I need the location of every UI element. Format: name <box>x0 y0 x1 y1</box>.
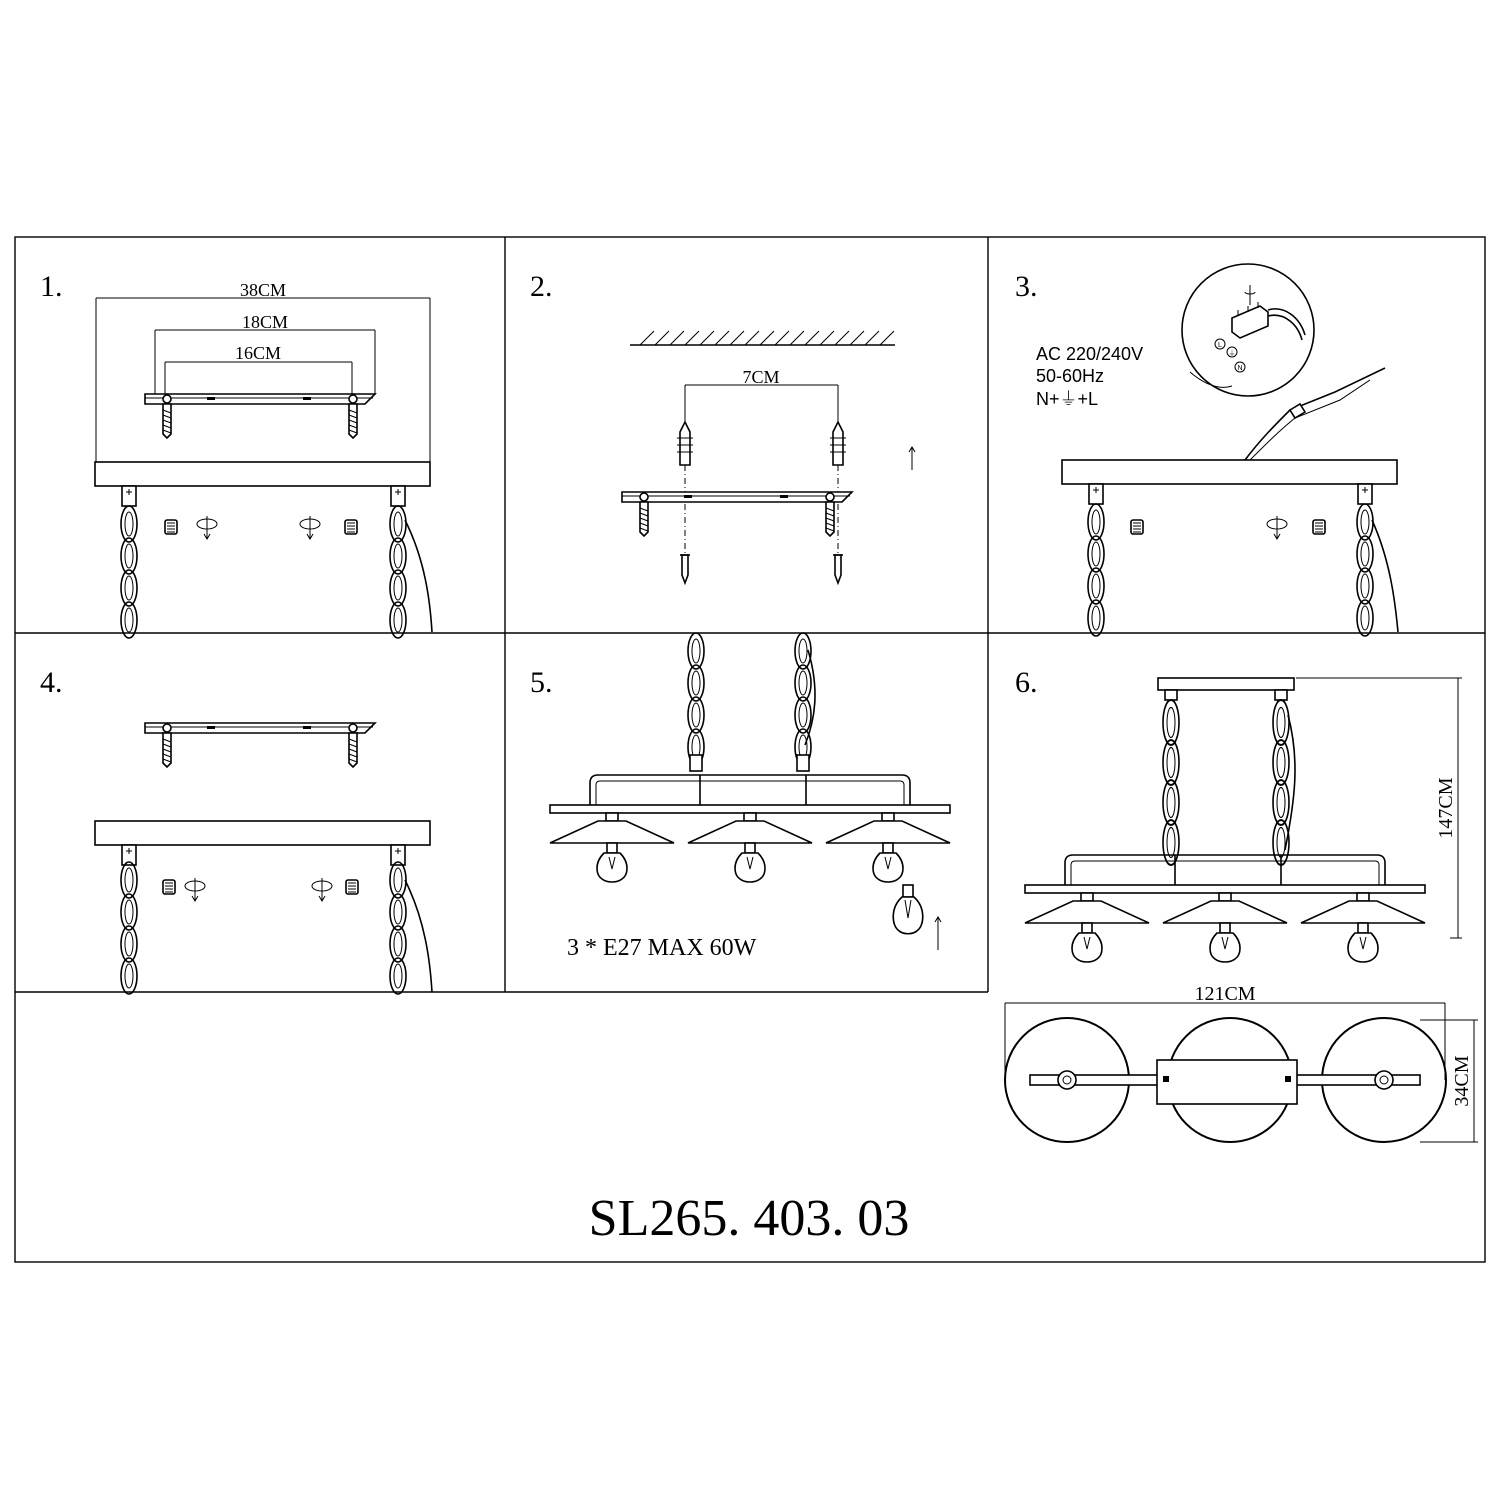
terminal-e-label: ⏚ <box>1228 350 1236 357</box>
terminal-l-label: L <box>1218 342 1222 349</box>
mounting-bracket <box>145 723 375 767</box>
step-3-number: 3. <box>1015 270 1038 303</box>
dim-121cm-label: 121CM <box>1194 983 1256 1005</box>
mounting-bracket <box>145 394 375 438</box>
ceiling-canopy <box>95 462 430 506</box>
rotate-arrow-icon <box>312 878 332 901</box>
step-5-panel <box>550 633 950 961</box>
chandelier-fixture <box>550 775 950 882</box>
step-6-panel <box>1005 678 1478 1142</box>
panel-grid <box>15 237 1485 1262</box>
cap-nut-icon <box>165 520 177 534</box>
dim-34cm-label: 34CM <box>1451 1055 1473 1107</box>
dim-7cm-label: 7CM <box>742 367 780 387</box>
cap-nut-icon <box>1131 520 1143 534</box>
cap-nut-icon <box>1313 520 1325 534</box>
step-4-number: 4. <box>40 666 63 699</box>
step-1-number: 1. <box>40 270 63 303</box>
terminal-n-label: N <box>1237 365 1243 372</box>
cap-nut-icon <box>346 880 358 894</box>
model-number: SL265. 403. 03 <box>588 1190 910 1247</box>
step-3-panel <box>1036 264 1398 636</box>
step-6-number: 6. <box>1015 666 1038 699</box>
rotate-arrow-icon <box>1267 516 1287 539</box>
bulb-spec-label: 3 * E27 MAX 60W <box>567 935 757 961</box>
step-2-number: 2. <box>530 270 553 303</box>
step-5-number: 5. <box>530 666 553 699</box>
cap-nut-icon <box>163 880 175 894</box>
step-1-panel <box>95 280 432 638</box>
mounting-bracket <box>622 492 852 536</box>
bulb-icon <box>893 885 923 934</box>
dim-18cm-label: 18CM <box>241 312 289 332</box>
cap-nut-icon <box>345 520 357 534</box>
rotate-arrow-icon <box>185 878 205 901</box>
chandelier-fixture <box>1025 855 1425 962</box>
rotate-arrow-icon <box>300 516 320 539</box>
dim-147cm-label: 147CM <box>1435 777 1457 839</box>
frequency-label: 50-60Hz <box>1036 366 1105 386</box>
step-2-panel <box>622 331 915 583</box>
ceiling-canopy <box>95 821 430 865</box>
dim-38cm-label: 38CM <box>239 280 287 300</box>
ceiling-canopy <box>1062 460 1397 504</box>
wiring-label: N+⏚+L <box>1036 389 1099 409</box>
step-4-panel <box>95 723 432 994</box>
rotate-arrow-icon <box>197 516 217 539</box>
dim-16cm-label: 16CM <box>234 343 282 363</box>
voltage-label: AC 220/240V <box>1036 344 1144 364</box>
top-view-drawing <box>1005 1018 1446 1142</box>
